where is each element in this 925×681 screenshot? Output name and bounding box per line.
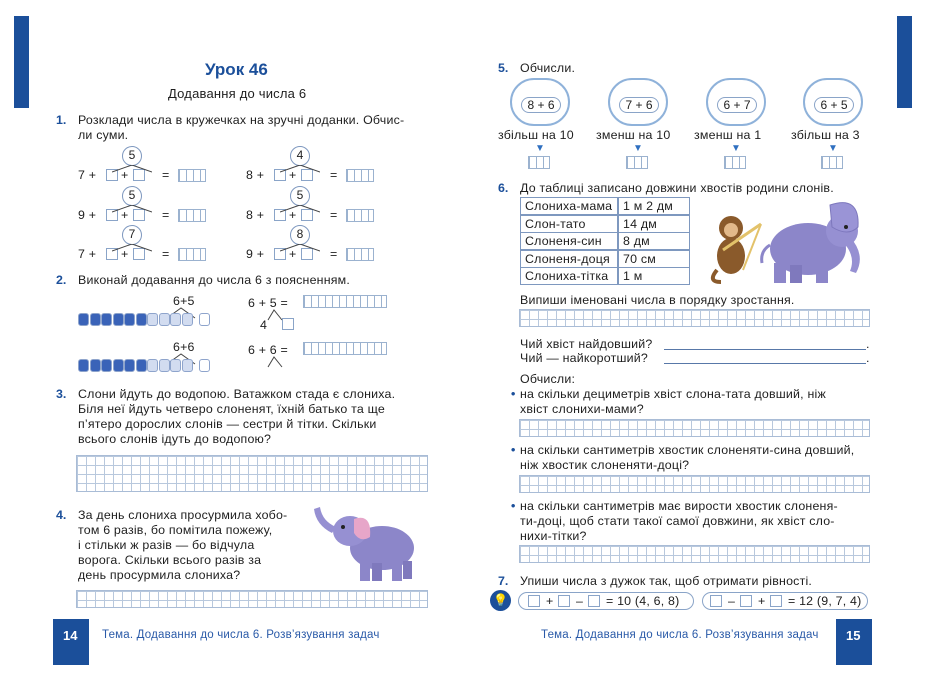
bead	[124, 313, 135, 326]
task-6-question: Випиши іменовані числа в порядку зростання.	[520, 293, 795, 307]
task-3-number: 3.	[56, 387, 67, 401]
table-cell-length: 1 м 2 дм	[618, 197, 690, 215]
equals-sign: =	[162, 208, 170, 222]
elephant-image	[310, 503, 430, 588]
plus-sign: +	[289, 168, 297, 182]
bead-label: 6+6	[173, 340, 195, 354]
answer-cells[interactable]	[346, 169, 374, 182]
lesson-subtitle: Додавання до числа 6	[168, 86, 307, 101]
answer-cells[interactable]	[303, 342, 387, 355]
number-circle: 5	[122, 186, 142, 206]
cloud-operation: зменш на 1	[694, 128, 762, 142]
answer-grid[interactable]	[519, 419, 870, 437]
table-cell-name: Слоненя-син	[520, 232, 618, 250]
task-6-number: 6.	[498, 181, 509, 195]
answer-cells[interactable]	[821, 156, 843, 169]
task-1-text: ли суми.	[78, 128, 129, 142]
calc-heading: Обчисли:	[520, 372, 576, 386]
cloud-expression: 6 + 5	[814, 97, 854, 113]
answer-box[interactable]	[770, 595, 782, 607]
left-page-bar	[14, 16, 29, 108]
cloud-operation: збільш на 3	[791, 128, 860, 142]
decompose-lines	[280, 244, 320, 252]
answer-cells[interactable]	[724, 156, 746, 169]
bead-label: 6+5	[173, 294, 195, 308]
bead	[159, 359, 170, 372]
line-end-dot: .	[866, 351, 870, 365]
table-cell-length: 8 дм	[618, 232, 690, 250]
equals-sign: =	[330, 168, 338, 182]
bead	[101, 359, 112, 372]
minus-sign: –	[576, 594, 584, 608]
bead	[101, 313, 112, 326]
answer-box[interactable]	[528, 595, 540, 607]
bead	[78, 313, 89, 326]
task-5-text: Обчисли.	[520, 61, 576, 75]
plus-sign: +	[546, 594, 554, 608]
answer-cells[interactable]	[346, 248, 374, 261]
bead	[170, 313, 181, 326]
bead	[113, 359, 124, 372]
cloud-bubble	[510, 78, 570, 126]
answer-cells[interactable]	[528, 156, 550, 169]
arrow-down-icon: ▼	[828, 143, 838, 154]
cloud-expression: 7 + 6	[619, 97, 659, 113]
elephant-image	[760, 197, 870, 287]
addend-label: 7 +	[78, 247, 97, 261]
task-7-text: Упиши числа з дужок так, щоб отримати рівності.	[520, 574, 813, 588]
cloud-operation: зменш на 10	[596, 128, 671, 142]
decompose-lines	[260, 356, 300, 368]
lesson-title: Урок 46	[205, 60, 268, 79]
task-6-question: Чий — найкоротший?	[520, 351, 648, 365]
cloud-operation: збільш на 10	[498, 128, 574, 142]
plus-sign: +	[121, 168, 129, 182]
task-2-text: Виконай додавання до числа 6 з поясненням.	[78, 273, 351, 287]
answer-cells[interactable]	[303, 295, 387, 308]
equals-sign: =	[162, 247, 170, 261]
cloud-bubble	[803, 78, 863, 126]
cloud-bubble	[706, 78, 766, 126]
plus-sign: +	[289, 208, 297, 222]
equals-sign: =	[330, 208, 338, 222]
equals-sign: =	[330, 247, 338, 261]
task-2-part: 4	[260, 318, 268, 332]
line-end-dot: .	[866, 337, 870, 351]
bead	[199, 359, 210, 372]
arrow-down-icon: ▼	[535, 143, 545, 154]
task-4-number: 4.	[56, 508, 67, 522]
task-3-text: всього слонів ідуть до водопою?	[78, 432, 272, 446]
answer-grid[interactable]	[519, 545, 870, 563]
bead	[90, 313, 101, 326]
bead	[136, 313, 147, 326]
equation-result: = 12 (9, 7, 4)	[788, 594, 862, 608]
calc-question: на скільки сантиметрів хвостик слоненяти-сина довший,	[520, 443, 855, 457]
bullet: •	[511, 387, 516, 401]
bead	[159, 313, 170, 326]
decompose-lines	[280, 205, 320, 213]
decompose-lines	[112, 244, 152, 252]
task-7-number: 7.	[498, 574, 509, 588]
bead	[199, 313, 210, 326]
monkey-image	[703, 210, 763, 285]
cloud-expression: 6 + 7	[717, 97, 757, 113]
answer-box[interactable]	[558, 595, 570, 607]
cloud-expression: 8 + 6	[521, 97, 561, 113]
number-circle: 4	[290, 146, 310, 166]
answer-cells[interactable]	[178, 248, 206, 261]
answer-line[interactable]	[664, 349, 866, 350]
number-circle: 5	[122, 146, 142, 166]
task-6-question: Чий хвіст найдовший?	[520, 337, 653, 351]
bead	[182, 313, 193, 326]
answer-cells[interactable]	[178, 209, 206, 222]
addend-label: 8 +	[246, 208, 265, 222]
table-cell-name: Слониха-тітка	[520, 267, 618, 285]
addend-label: 9 +	[78, 208, 97, 222]
footer-text: Тема. Додавання до числа 6. Розв’язування задач	[541, 629, 819, 641]
task-3-text: п’ятеро дорослих слонів — сестри й тітки. Скільки	[78, 417, 377, 431]
answer-box[interactable]	[588, 595, 600, 607]
calc-question: нихи-тітки?	[520, 529, 587, 543]
calc-question: ти-доці, щоб стати такої самої довжини, як хвіст сло-	[520, 514, 835, 528]
task-2-equation: 6 + 5 =	[248, 296, 288, 310]
answer-box[interactable]	[710, 595, 722, 607]
answer-grid[interactable]	[76, 590, 428, 608]
answer-cells[interactable]	[178, 169, 206, 182]
answer-cells[interactable]	[346, 209, 374, 222]
number-circle: 5	[290, 186, 310, 206]
page-number: 15	[846, 628, 861, 643]
addend-label: 8 +	[246, 168, 265, 182]
answer-grid[interactable]	[519, 475, 870, 493]
calc-question: на скільки сантиметрів має вирости хвостик слоненя-	[520, 499, 838, 513]
answer-grid[interactable]	[76, 455, 428, 492]
answer-box[interactable]	[282, 318, 294, 330]
bead	[124, 359, 135, 372]
bullet: •	[511, 499, 516, 513]
plus-sign: +	[289, 247, 297, 261]
table-cell-name: Слоненя-доця	[520, 250, 618, 268]
bead	[113, 313, 124, 326]
table-cell-length: 14 дм	[618, 215, 690, 233]
bullet: •	[511, 443, 516, 457]
bead	[78, 359, 89, 372]
bead	[147, 313, 158, 326]
equals-sign: =	[162, 168, 170, 182]
number-circle: 7	[122, 225, 142, 245]
addend-label: 9 +	[246, 247, 265, 261]
table-cell-name: Слониха-мама	[520, 197, 618, 215]
table-cell-name: Слон-тато	[520, 215, 618, 233]
task-4-text: і стільки ж разів — бо відчула	[78, 538, 255, 552]
calc-question: хвіст слонихи-мами?	[520, 402, 644, 416]
table-cell-length: 1 м	[618, 267, 690, 285]
task-3-text: Слони йдуть до водопою. Ватажком стада є слониха.	[78, 387, 396, 401]
arrow-down-icon: ▼	[633, 143, 643, 154]
answer-cells[interactable]	[626, 156, 648, 169]
table-cell-length: 70 см	[618, 250, 690, 268]
task-2-equation: 6 + 6 =	[248, 343, 288, 357]
task-3-text: Біля неї йдуть четверо слоненят, їхній батько та ще	[78, 402, 385, 416]
page-number: 14	[63, 628, 78, 643]
bead	[182, 359, 193, 372]
bead	[170, 359, 181, 372]
calc-question: на скільки дециметрів хвіст слона-тата довший, ніж	[520, 387, 826, 401]
cloud-bubble	[608, 78, 668, 126]
answer-grid[interactable]	[519, 309, 870, 327]
task-4-text: день просурмила слониха?	[78, 568, 241, 582]
bulb-icon: 💡	[490, 590, 511, 611]
plus-sign: +	[121, 208, 129, 222]
right-page-bar	[897, 16, 912, 108]
addend-label: 7 +	[78, 168, 97, 182]
bead	[136, 359, 147, 372]
equation-result: = 10 (4, 6, 8)	[606, 594, 680, 608]
bead	[147, 359, 158, 372]
answer-box[interactable]	[740, 595, 752, 607]
decompose-lines	[280, 165, 320, 173]
task-4-text: За день слониха просурмила хобо-	[78, 508, 288, 522]
bead	[90, 359, 101, 372]
task-1-text: Розклади числа в кружечках на зручні доданки. Обчис-	[78, 113, 405, 127]
decompose-lines	[112, 165, 152, 173]
task-4-text: ворога. Скільки всього разів за	[78, 553, 262, 567]
task-2-number: 2.	[56, 273, 67, 287]
calc-question: ніж хвостик слоненяти-доці?	[520, 458, 690, 472]
task-1-number: 1.	[56, 113, 67, 127]
plus-sign: +	[758, 594, 766, 608]
minus-sign: –	[728, 594, 736, 608]
decompose-lines	[112, 205, 152, 213]
answer-line[interactable]	[664, 363, 866, 364]
task-5-number: 5.	[498, 61, 509, 75]
number-circle: 8	[290, 225, 310, 245]
footer-text: Тема. Додавання до числа 6. Розв’язування задач	[102, 629, 380, 641]
task-4-text: том 6 разів, бо помітила пожежу,	[78, 523, 273, 537]
plus-sign: +	[121, 247, 129, 261]
task-6-text: До таблиці записано довжини хвостів родини слонів.	[520, 181, 834, 195]
arrow-down-icon: ▼	[731, 143, 741, 154]
